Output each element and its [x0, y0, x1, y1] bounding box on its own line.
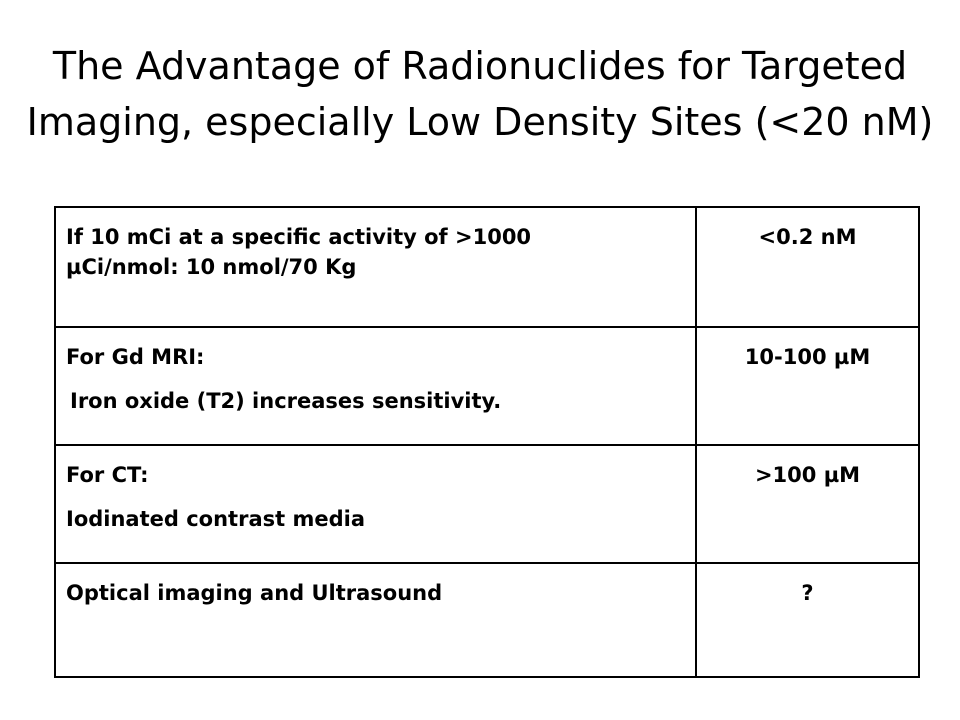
slide-title-line-1: The Advantage of Radionuclides for Targeted	[52, 44, 908, 88]
cell-text-line: For Gd MRI:	[66, 345, 205, 369]
table-cell-concentration: 10-100 µM	[696, 327, 919, 445]
cell-text-line: If 10 mCi at a specific activity of >1000	[66, 225, 532, 249]
table-cell-description	[55, 327, 696, 445]
slide-title-line-2: Imaging, especially Low Density Sites (<20 nM)	[26, 100, 934, 144]
table-cell-concentration: ?	[696, 563, 919, 677]
table-row	[55, 445, 919, 563]
table-row	[55, 563, 919, 677]
cell-text-line: µCi/nmol: 10 nmol/70 Kg	[66, 255, 357, 279]
table-row	[55, 327, 919, 445]
table-row	[55, 207, 919, 327]
table-cell-concentration: <0.2 nM	[696, 207, 919, 327]
cell-text-line: For CT:	[66, 463, 149, 487]
table-cell-description	[55, 445, 696, 563]
table-cell-description	[55, 563, 696, 677]
cell-text-line: Optical imaging and Ultrasound	[66, 581, 443, 605]
table-cell-concentration: >100 µM	[696, 445, 919, 563]
cell-text-line: Iodinated contrast media	[66, 507, 365, 531]
table-cell-description	[55, 207, 696, 327]
slide-title	[0, 38, 960, 150]
sensitivity-table	[54, 206, 920, 678]
cell-text-line: Iron oxide (T2) increases sensitivity.	[70, 389, 502, 413]
